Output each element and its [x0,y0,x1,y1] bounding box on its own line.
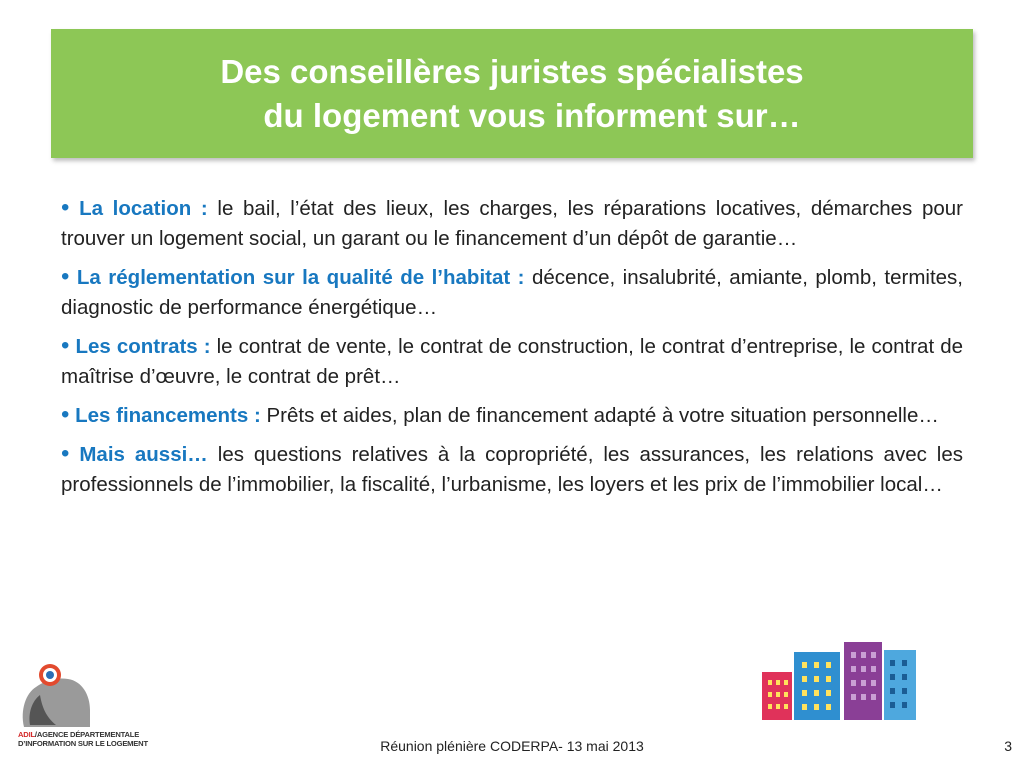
adil-name: ADIL [18,730,35,739]
adil-line-2: D’INFORMATION SUR LE LOGEMENT [18,739,148,748]
bullet-dot: • [61,401,70,428]
bullet-text: décence, insalubrité, amiante, plomb, termites, diagnostic de performance énergétique… [61,266,963,319]
buildings-icon [758,638,923,720]
bullet-heading: La réglementation sur la qualité de l’habitat : [76,266,525,289]
bullet-dot: • [61,440,70,467]
bullet-contrats [61,331,963,392]
adil-line-1: /AGENCE DÉPARTEMENTALE [34,730,140,739]
bullet-mais-aussi [61,439,963,500]
bullet-heading: Mais aussi… [79,443,208,466]
bullet-text: les questions relatives à la copropriété, les assurances, les relations avec les professionnels de l’immobilier, la fiscalité, l’urbanisme, les loyers et les prix de l’immobilier local… [61,443,963,496]
bullet-dot: • [61,332,70,359]
footer-text: Réunion plénière CODERPA- 13 mai 2013 [380,738,644,754]
page-number: 3 [1004,738,1012,754]
bullet-dot: • [61,263,70,290]
bullet-dot: • [61,194,70,221]
bullet-text: le contrat de vente, le contrat de construction, le contrat d’entreprise, le contrat de maîtrise d’œuvre, le contrat de prêt… [61,335,963,388]
bullet-text: Prêts et aides, plan de financement adapté à votre situation personnelle… [260,404,939,427]
bullet-list [61,193,963,508]
title-line-1: Des conseillères juristes spécialistes [220,52,804,90]
bullet-text: le bail, l’état des lieux, les charges, les réparations locatives, démarches pour trouver un logement social, un garant ou le financement d’un dépôt de garantie… [61,197,963,250]
bullet-reglementation [61,262,963,323]
bullet-heading: Les financements : [75,404,261,427]
bullet-heading: La location : [79,197,208,220]
bullet-location [61,193,963,254]
bullet-heading: Les contrats : [75,335,211,358]
title-line-2: du logement vous informent sur… [263,96,801,134]
bullet-financements [61,400,963,431]
slide-title [51,29,973,158]
